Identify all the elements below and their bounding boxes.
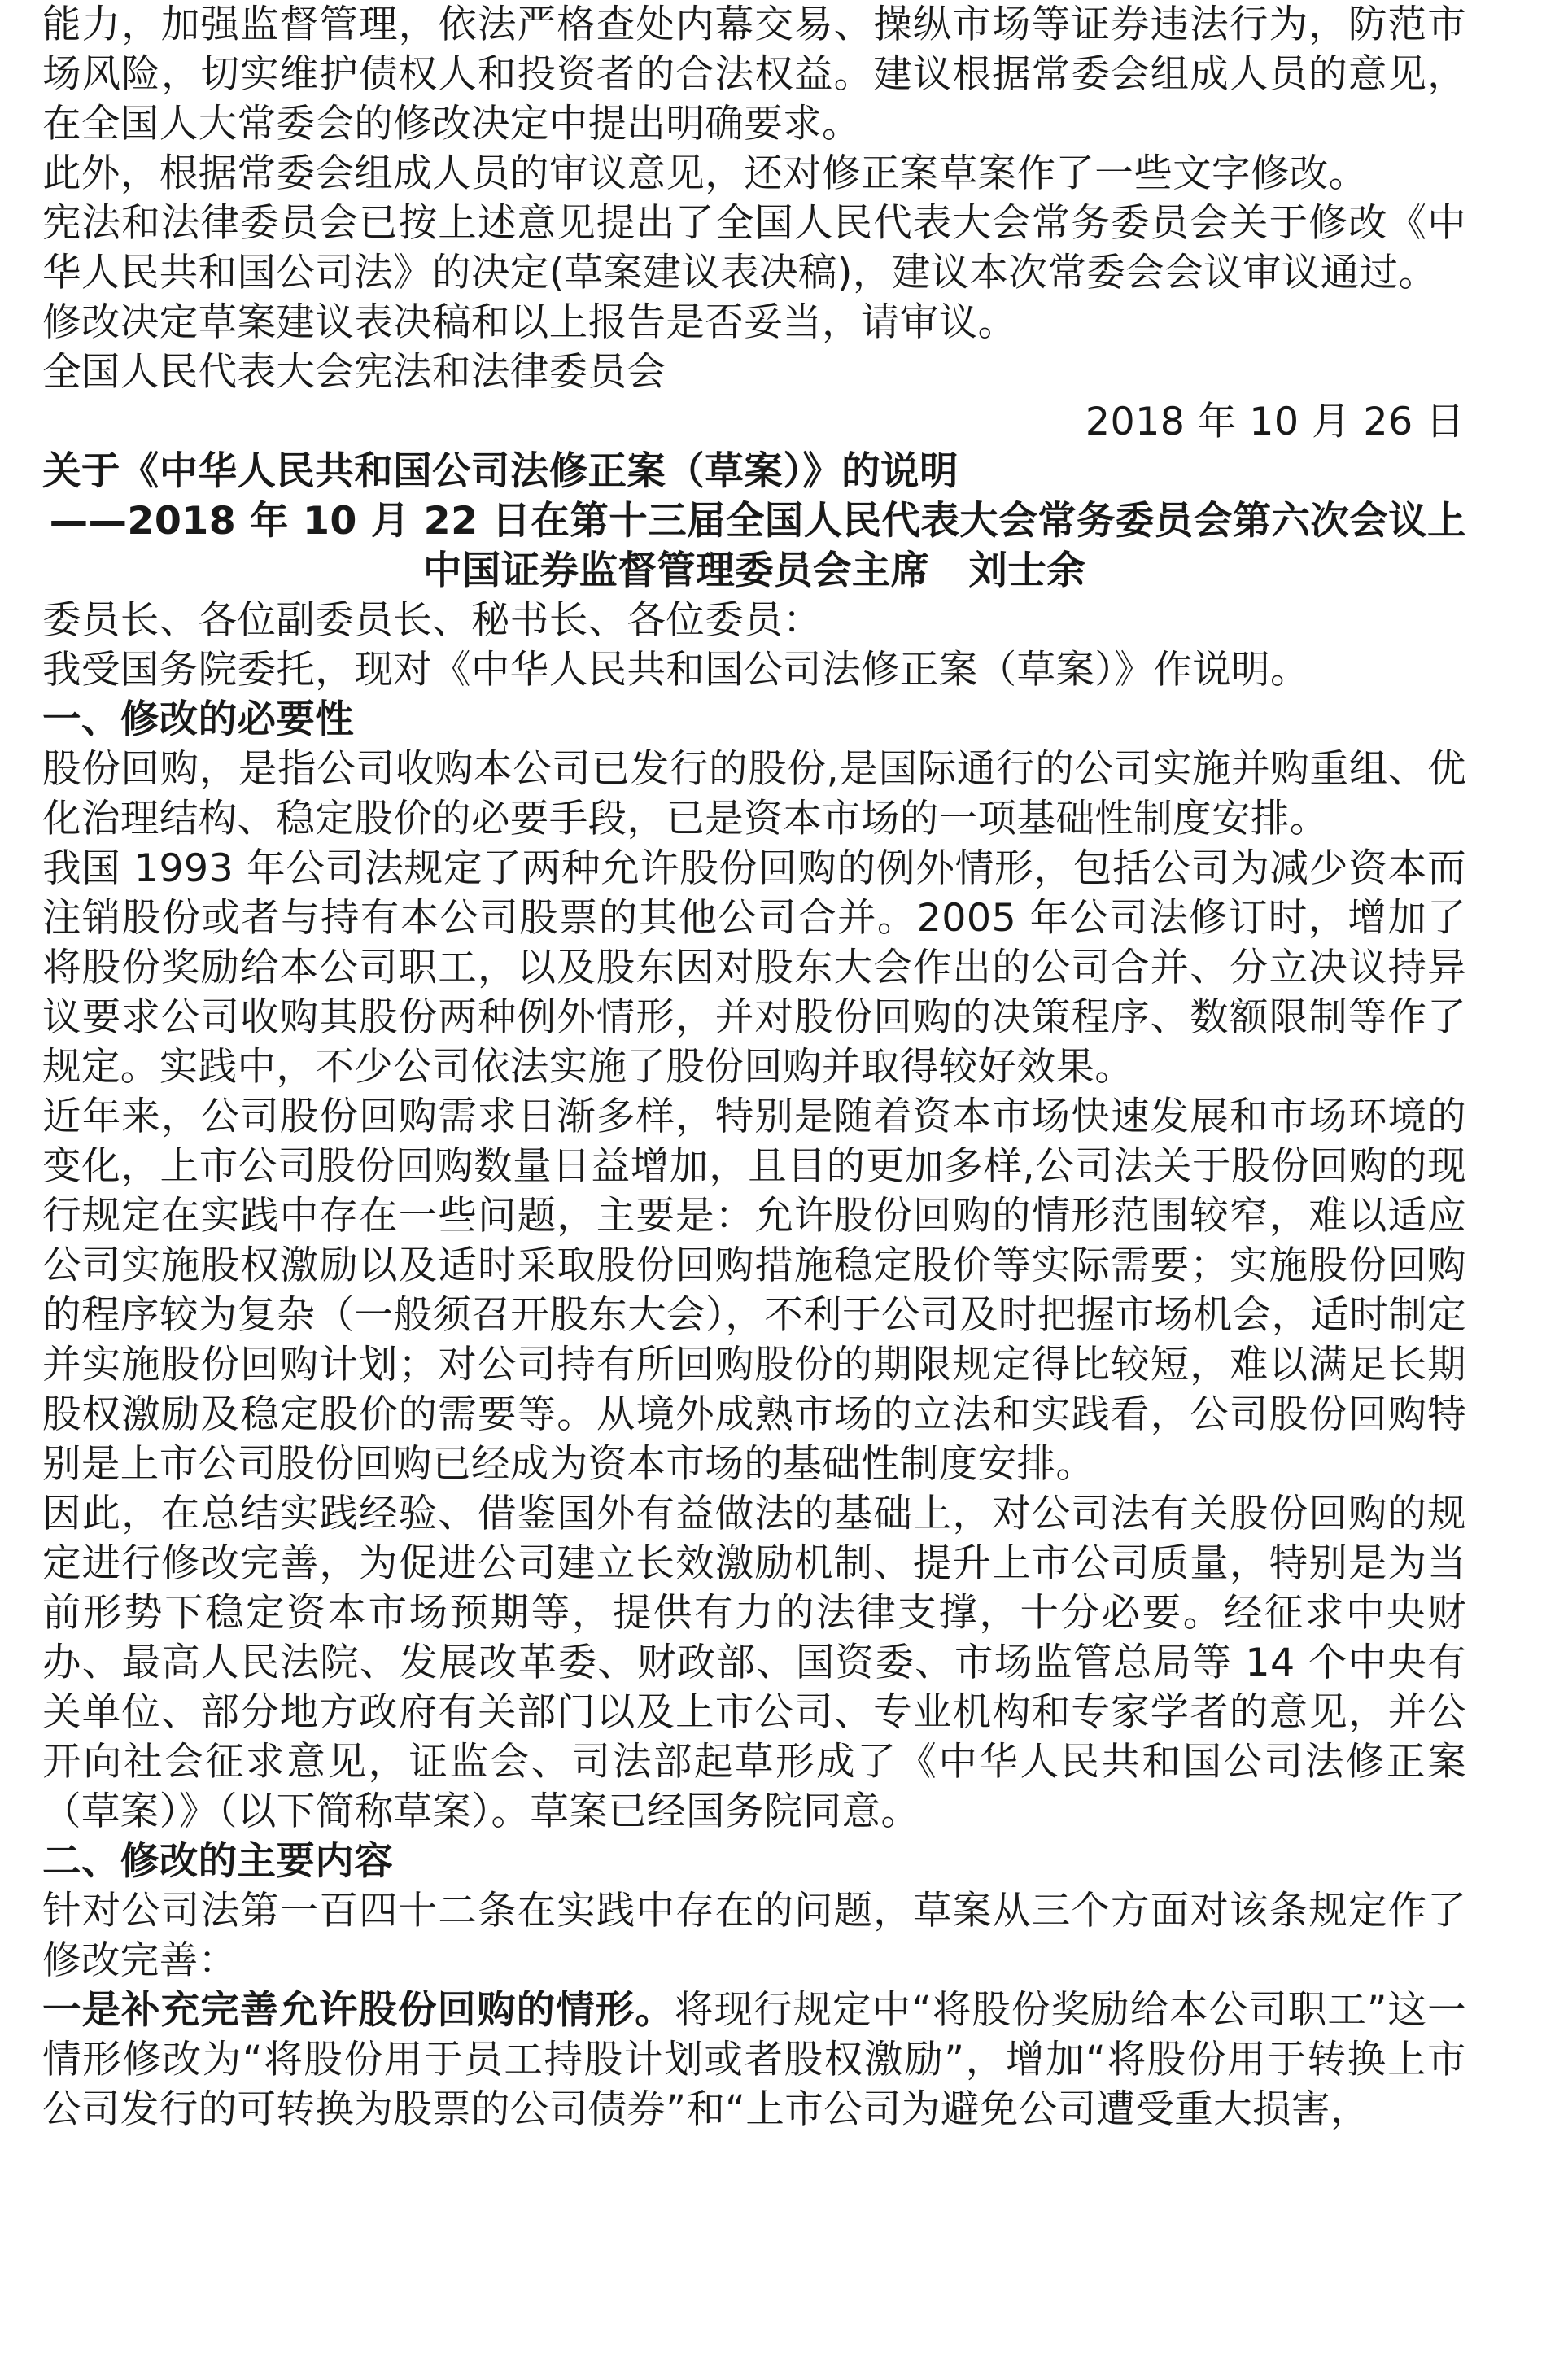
salutation: 委员长、各位副委员长、秘书长、各位委员： bbox=[42, 598, 822, 643]
paragraph-draft-decision: 宪法和法律委员会已按上述意见提出了全国人民代表大会常务委员会关于修改《中华人民共和国公司法》的决定(草案建议表决稿)，建议本次常委会会议审议通过。 bbox=[42, 201, 1466, 295]
paragraph-history: 我国 1993 年公司法规定了两种允许股份回购的例外情形，包括公司为减少资本而注销股份或者与持有本公司股票的其他公司合并。2005 年公司法修订时，增加了将股份奖励给本公司职工，以及股东因对股东大会作出的公司合并、分立决议持异议要求公司收购其股份两种例外情形，并对股份回购的决策程序、数额限制等作了规定。实践中，不少公司依法实施了股份回购并取得较好效果。 bbox=[42, 846, 1466, 1090]
paragraph-supervision: 能力，加强监督管理，依法严格查处内幕交易、操纵市场等证券违法行为，防范市场风险，切实维护债权人和投资者的合法权益。建议根据常委会组成人员的意见，在全国人大常委会的修改决定中提出明确要求。 bbox=[42, 2, 1466, 146]
paragraph-point-one bbox=[42, 1986, 1466, 2134]
paragraph-share-buyback-definition: 股份回购，是指公司收购本公司已发行的股份,是国际通行的公司实施并购重组、优化治理结构、稳定股价的必要手段，已是资本市场的一项基础性制度安排。 bbox=[42, 747, 1466, 841]
paragraph-section2-intro: 针对公司法第一百四十二条在实践中存在的问题，草案从三个方面对该条规定作了修改完善： bbox=[42, 1889, 1466, 1983]
section-heading-necessity: 一、修改的必要性 bbox=[42, 697, 355, 742]
document-title: 关于《中华人民共和国公司法修正案（草案）》的说明 bbox=[42, 449, 959, 494]
signature-date: 2018 年 10 月 26 日 bbox=[1085, 400, 1465, 444]
paragraph-wording-changes: 此外，根据常委会组成人员的审议意见，还对修正案草案作了一些文字修改。 bbox=[42, 151, 1368, 196]
point-one-lead: 一是补充完善允许股份回购的情形。 bbox=[42, 1988, 675, 2033]
document-speaker: 中国证券监督管理委员会主席 刘士余 bbox=[422, 548, 1086, 593]
paragraph-recent-problems: 近年来，公司股份回购需求日渐多样，特别是随着资本市场快速发展和市场环境的变化，上市公司股份回购数量日益增加，且目的更加多样,公司法关于股份回购的现行规定在实践中存在一些问题，主要是：允许股份回购的情形范围较窄，难以适应公司实施股权激励以及适时采取股份回购措施稳定股价等实际需要；实施股份回购的程序较为复杂（一般须召开股东大会），不利于公司及时把握市场机会，适时制定并实施股份回购计划；对公司持有所回购股份的期限规定得比较短，难以满足长期股权激励及稳定股价的需要等。从境外成熟市场的立法和实践看，公司股份回购特别是上市公司股份回购已经成为资本市场的基础性制度安排。 bbox=[42, 1094, 1466, 1487]
point-one-text: 将现行规定中“将股份奖励给本公司职工”这一情形修改为“将股份用于员工持股计划或者股权激励”，增加“将股份用于转换上市公司发行的可转换为股票的公司债券”和“上市公司为避免公司遭受重大损害， bbox=[42, 1988, 1466, 2132]
paragraph-request-review: 修改决定草案建议表决稿和以上报告是否妥当，请审议。 bbox=[42, 300, 1017, 345]
document-body bbox=[42, 0, 1466, 2134]
paragraph-necessity-conclusion: 因此，在总结实践经验、借鉴国外有益做法的基础上，对公司法有关股份回购的规定进行修改完善，为促进公司建立长效激励机制、提升上市公司质量，特别是为当前形势下稳定资本市场预期等，提供有力的法律支撑，十分必要。经征求中央财办、最高人民法院、发展改革委、财政部、国资委、市场监管总局等 14 个中央有关单位、部分地方政府有关部门以及上市公司、专业机构和专家学者的意见，并公开向社会征求意见，证监会、司法部起草形成了《中华人民共和国公司法修正案（草案）》（以下简称草案）。草案已经国务院同意。 bbox=[42, 1492, 1466, 1834]
signature-committee: 全国人民代表大会宪法和法律委员会 bbox=[42, 350, 666, 395]
intro-paragraph: 我受国务院委托，现对《中华人民共和国公司法修正案（草案）》作说明。 bbox=[42, 648, 1309, 692]
document-subtitle: ——2018 年 10 月 22 日在第十三届全国人民代表大会常务委员会第六次会议上 bbox=[49, 499, 1466, 544]
section-heading-main-content: 二、修改的主要内容 bbox=[42, 1839, 394, 1884]
